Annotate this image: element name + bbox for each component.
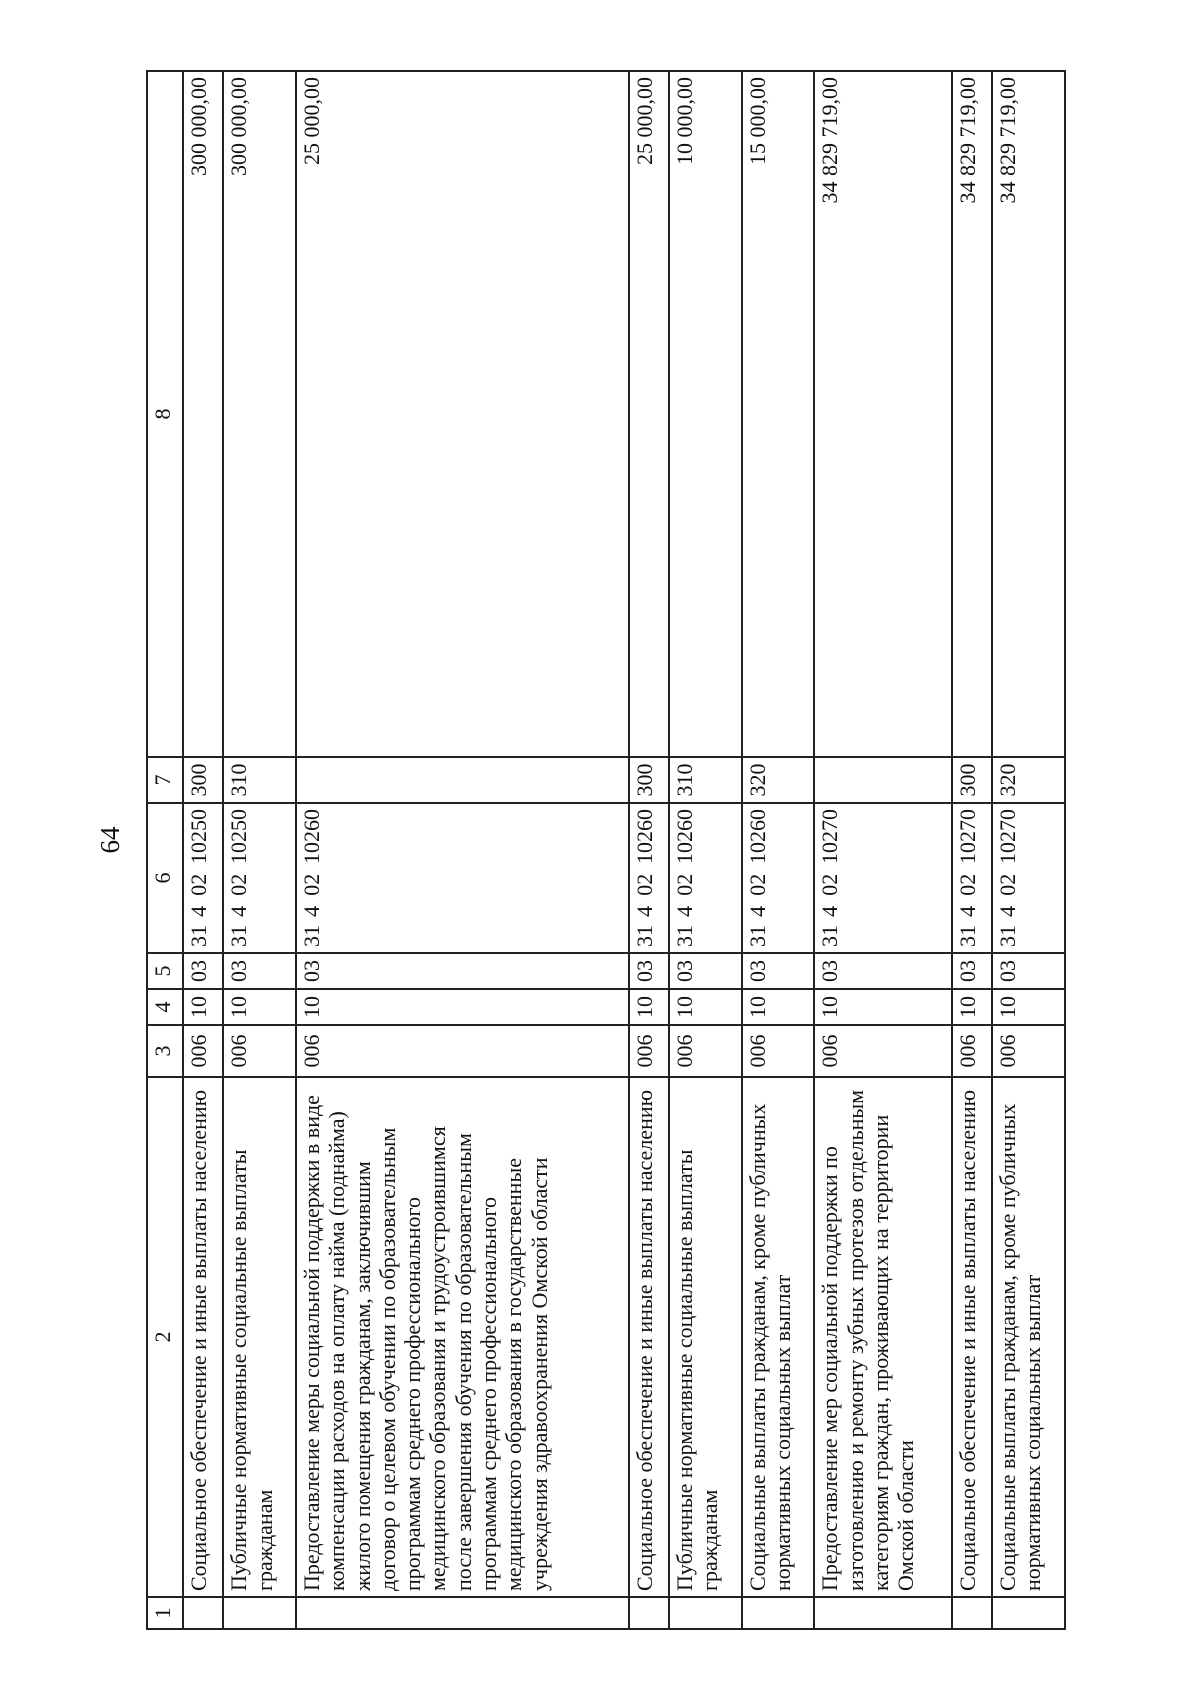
ministry-code-cell: 006 <box>629 1025 669 1077</box>
target-article-part: 10270 <box>995 809 1021 865</box>
section-code-cell: 10 <box>629 989 669 1025</box>
target-article-part: 31 <box>995 925 1021 947</box>
section-code-cell: 10 <box>992 989 1065 1025</box>
target-article-cell <box>183 803 223 953</box>
subsection-code-cell: 03 <box>742 953 815 989</box>
target-article-part: 31 <box>954 925 980 947</box>
expense-type-cell: 320 <box>742 757 815 803</box>
target-article-part: 10270 <box>817 809 843 865</box>
table-row <box>814 71 952 1629</box>
target-article-part: 4 <box>671 905 697 917</box>
table-row <box>629 71 669 1629</box>
expense-type-cell: 310 <box>669 757 742 803</box>
row-number-cell <box>183 1597 223 1629</box>
table-row <box>992 71 1065 1629</box>
amount-cell: 34 829 719,00 <box>952 71 992 757</box>
target-article-cell <box>223 803 296 953</box>
target-article-part: 31 <box>671 925 697 947</box>
row-number-cell <box>296 1597 629 1629</box>
subsection-code-cell: 03 <box>223 953 296 989</box>
target-article-part: 4 <box>744 905 770 917</box>
row-number-cell <box>814 1597 952 1629</box>
target-article-part: 4 <box>995 905 1021 917</box>
target-article-part: 10260 <box>744 809 770 865</box>
table-row <box>296 71 629 1629</box>
target-article-part: 02 <box>744 873 770 896</box>
subsection-code-cell: 03 <box>669 953 742 989</box>
subsection-code-cell: 03 <box>296 953 629 989</box>
expense-type-cell: 300 <box>183 757 223 803</box>
target-article-part: 02 <box>671 873 697 896</box>
row-number-cell <box>992 1597 1065 1629</box>
ministry-code-cell: 006 <box>223 1025 296 1077</box>
target-article-part: 10270 <box>954 809 980 865</box>
ministry-code-cell: 006 <box>952 1025 992 1077</box>
section-code-cell: 10 <box>223 989 296 1025</box>
target-article-part: 02 <box>995 873 1021 896</box>
target-article-part: 31 <box>186 925 211 947</box>
ministry-code-cell: 006 <box>296 1025 629 1077</box>
amount-cell: 34 829 719,00 <box>992 71 1065 757</box>
target-article-part: 02 <box>954 873 980 896</box>
target-article-cell <box>814 803 952 953</box>
expense-type-cell: 320 <box>992 757 1065 803</box>
target-article-part: 4 <box>298 905 324 917</box>
description-cell: Социальное обеспечение и иные выплаты населению <box>629 1077 669 1597</box>
subsection-code-cell: 03 <box>992 953 1065 989</box>
table-row <box>742 71 815 1629</box>
row-number-cell <box>742 1597 815 1629</box>
target-article-part: 4 <box>186 905 211 917</box>
target-article-part: 10260 <box>631 809 657 865</box>
ministry-code-cell: 006 <box>183 1025 223 1077</box>
budget-table <box>146 70 1066 1630</box>
table-row <box>223 71 296 1629</box>
subsection-code-cell: 03 <box>952 953 992 989</box>
subsection-code-cell: 03 <box>814 953 952 989</box>
target-article-part: 31 <box>817 925 843 947</box>
target-article-part: 4 <box>226 905 252 917</box>
amount-cell: 25 000,00 <box>296 71 629 757</box>
target-article-cell <box>296 803 629 953</box>
description-cell: Публичные нормативные социальные выплаты гражданам <box>223 1077 296 1597</box>
target-article-cell <box>992 803 1065 953</box>
description-cell: Социальное обеспечение и иные выплаты населению <box>952 1077 992 1597</box>
column-header-row <box>147 71 183 1629</box>
target-article-cell <box>952 803 992 953</box>
target-article-part: 31 <box>298 925 324 947</box>
description-cell: Социальное обеспечение и иные выплаты населению <box>183 1077 223 1597</box>
amount-cell: 34 829 719,00 <box>814 71 952 757</box>
expense-type-cell <box>296 757 629 803</box>
expense-type-cell: 300 <box>629 757 669 803</box>
target-article-part: 10260 <box>671 809 697 865</box>
column-header: 4 <box>147 989 183 1025</box>
description-cell: Социальные выплаты гражданам, кроме публичных нормативных социальных выплат <box>742 1077 815 1597</box>
section-code-cell: 10 <box>296 989 629 1025</box>
column-header: 8 <box>147 71 183 757</box>
row-number-cell <box>669 1597 742 1629</box>
amount-cell: 300 000,00 <box>223 71 296 757</box>
target-article-part: 31 <box>226 925 252 947</box>
target-article-part: 10260 <box>298 809 324 865</box>
column-header: 6 <box>147 803 183 953</box>
description-cell: Предоставление мер социальной поддержки по изготовлению и ремонту зубных протезов отдельным категориям граждан, проживающих на территории Омской области <box>814 1077 952 1597</box>
ministry-code-cell: 006 <box>992 1025 1065 1077</box>
ministry-code-cell: 006 <box>814 1025 952 1077</box>
target-article-part: 02 <box>226 873 252 896</box>
target-article-part: 10250 <box>186 809 211 865</box>
subsection-code-cell: 03 <box>183 953 223 989</box>
target-article-part: 02 <box>298 873 324 896</box>
column-header: 3 <box>147 1025 183 1077</box>
description-cell: Публичные нормативные социальные выплаты гражданам <box>669 1077 742 1597</box>
target-article-part: 31 <box>744 925 770 947</box>
section-code-cell: 10 <box>183 989 223 1025</box>
page-number: 64 <box>94 826 125 854</box>
description-cell: Предоставление меры социальной поддержки в виде компенсации расходов на оплату найма (поднайма) жилого помещения гражданам, заключившим договор о целевом обучении по образовательным программам среднего профессионального медицинского образования и трудоустроившимся после завершения обучения по образовательным программам среднего профессионального медицинского образования в государственные учреждения здравоохранения Омской области <box>296 1077 629 1597</box>
section-code-cell: 10 <box>814 989 952 1025</box>
target-article-cell <box>669 803 742 953</box>
target-article-part: 4 <box>631 905 657 917</box>
target-article-part: 02 <box>631 873 657 896</box>
row-number-cell <box>223 1597 296 1629</box>
row-number-cell <box>629 1597 669 1629</box>
description-cell: Социальные выплаты гражданам, кроме публичных нормативных социальных выплат <box>992 1077 1065 1597</box>
target-article-part: 02 <box>817 873 843 896</box>
column-header: 5 <box>147 953 183 989</box>
target-article-part: 31 <box>631 925 657 947</box>
expense-type-cell <box>814 757 952 803</box>
section-code-cell: 10 <box>669 989 742 1025</box>
ministry-code-cell: 006 <box>742 1025 815 1077</box>
amount-cell: 25 000,00 <box>629 71 669 757</box>
target-article-part: 10250 <box>226 809 252 865</box>
section-code-cell: 10 <box>742 989 815 1025</box>
table-row <box>952 71 992 1629</box>
column-header: 1 <box>147 1597 183 1629</box>
target-article-cell <box>742 803 815 953</box>
expense-type-cell: 300 <box>952 757 992 803</box>
ministry-code-cell: 006 <box>669 1025 742 1077</box>
column-header: 2 <box>147 1077 183 1597</box>
table-row <box>183 71 223 1629</box>
column-header: 7 <box>147 757 183 803</box>
expense-type-cell: 310 <box>223 757 296 803</box>
target-article-cell <box>629 803 669 953</box>
target-article-part: 02 <box>186 873 211 896</box>
amount-cell: 10 000,00 <box>669 71 742 757</box>
row-number-cell <box>952 1597 992 1629</box>
target-article-part: 4 <box>954 905 980 917</box>
rotated-table-sheet <box>146 70 1066 1630</box>
target-article-part: 4 <box>817 905 843 917</box>
table-row <box>669 71 742 1629</box>
amount-cell: 15 000,00 <box>742 71 815 757</box>
section-code-cell: 10 <box>952 989 992 1025</box>
subsection-code-cell: 03 <box>629 953 669 989</box>
amount-cell: 300 000,00 <box>183 71 223 757</box>
